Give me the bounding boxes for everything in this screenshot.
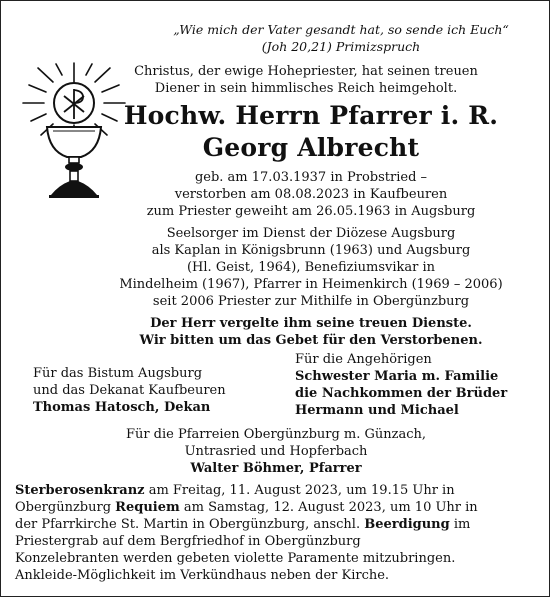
parish-signer: Walter Böhmer, Pfarrer [190,461,362,476]
rosary-text: am Freitag, 11. August 2023, um 19.15 Uhr in [144,483,455,498]
funeral-details [15,482,539,584]
intro-line-2: Diener in sein himmlisches Reich heimgeholt. [154,81,458,96]
diocese-signature [33,365,226,416]
funeral-line-4: Priestergrab auf dem Bergfriedhof in Obergünzburg [15,534,361,549]
name-full: Georg Albrecht [202,133,420,162]
name-title: Hochw. Herrn Pfarrer i. R. [123,101,499,130]
requiem-label: Requiem [115,500,180,515]
requiem-text: am Samstag, 12. August 2023, um 10 Uhr in [179,500,478,515]
career-line: Mindelheim (1967), Pfarrer in Heimenkirch (1969 – 2006) [119,277,503,292]
career-line: Seelsorger im Dienst der Diözese Augsburg [166,226,456,241]
date-ordination: zum Priester geweiht am 26.05.1963 in Augsburg [146,204,476,219]
funeral-line-1 [15,482,539,499]
diocese-signer: Thomas Hatosch, Dekan [33,400,211,415]
intro-text [1,63,550,97]
family-brothers: Hermann und Michael [295,403,459,418]
quote-line-1: „Wie mich der Vater gesandt hat, so sende ich Euch“ [173,22,509,37]
family-line-1: Für die Angehörigen [295,352,432,367]
funeral-line-6: Ankleide-Möglichkeit im Verkündhaus neben der Kirche. [15,568,390,583]
career-text [1,225,550,310]
parish-line-1: Für die Pfarreien Obergünzburg m. Günzach, [125,427,427,442]
quote-line-2: (Joh 20,21) Primizspruch [261,39,421,54]
parish-signature [1,426,550,477]
diocese-line-1: Für das Bistum Augsburg [33,366,203,381]
funeral-line-2 [15,499,539,516]
prayer-request [1,315,550,349]
career-line: seit 2006 Priester zur Mithilfe in Obergünzburg [152,294,470,309]
church-text: der Pfarrkirche St. Martin in Obergünzburg, anschl. [15,517,365,532]
career-line: (Hl. Geist, 1964), Benefiziumsvikar in [186,260,435,275]
family-sister: Schwester Maria m. Familie [295,369,499,384]
family-signature [295,351,507,419]
primiz-quote [1,21,550,55]
funeral-line-3 [15,516,539,533]
rosary-label: Sterberosenkranz [15,483,145,498]
prayer-line-1: Der Herr vergelte ihm seine treuen Dienste. [150,316,472,331]
date-birth: geb. am 17.03.1937 in Probstried – [194,170,428,185]
deceased-name [1,100,550,164]
family-descendants: die Nachkommen der Brüder [295,386,508,401]
parish-line-2: Untrasried und Hopferbach [184,444,368,459]
prayer-line-2: Wir bitten um das Gebet für den Verstorbenen. [139,333,483,348]
requiem-place: Obergünzburg [15,500,116,515]
funeral-line-5: Konzelebranten werden gebeten violette Paramente mitzubringen. [15,551,456,566]
burial-text: im [449,517,471,532]
intro-line-1: Christus, der ewige Hohepriester, hat seinen treuen [134,64,478,79]
burial-label: Beerdigung [364,517,450,532]
date-death: verstorben am 08.08.2023 in Kaufbeuren [174,187,448,202]
diocese-line-2: und das Dekanat Kaufbeuren [33,383,226,398]
life-dates [1,169,550,220]
career-line: als Kaplan in Königsbrunn (1963) und Augsburg [151,243,471,258]
